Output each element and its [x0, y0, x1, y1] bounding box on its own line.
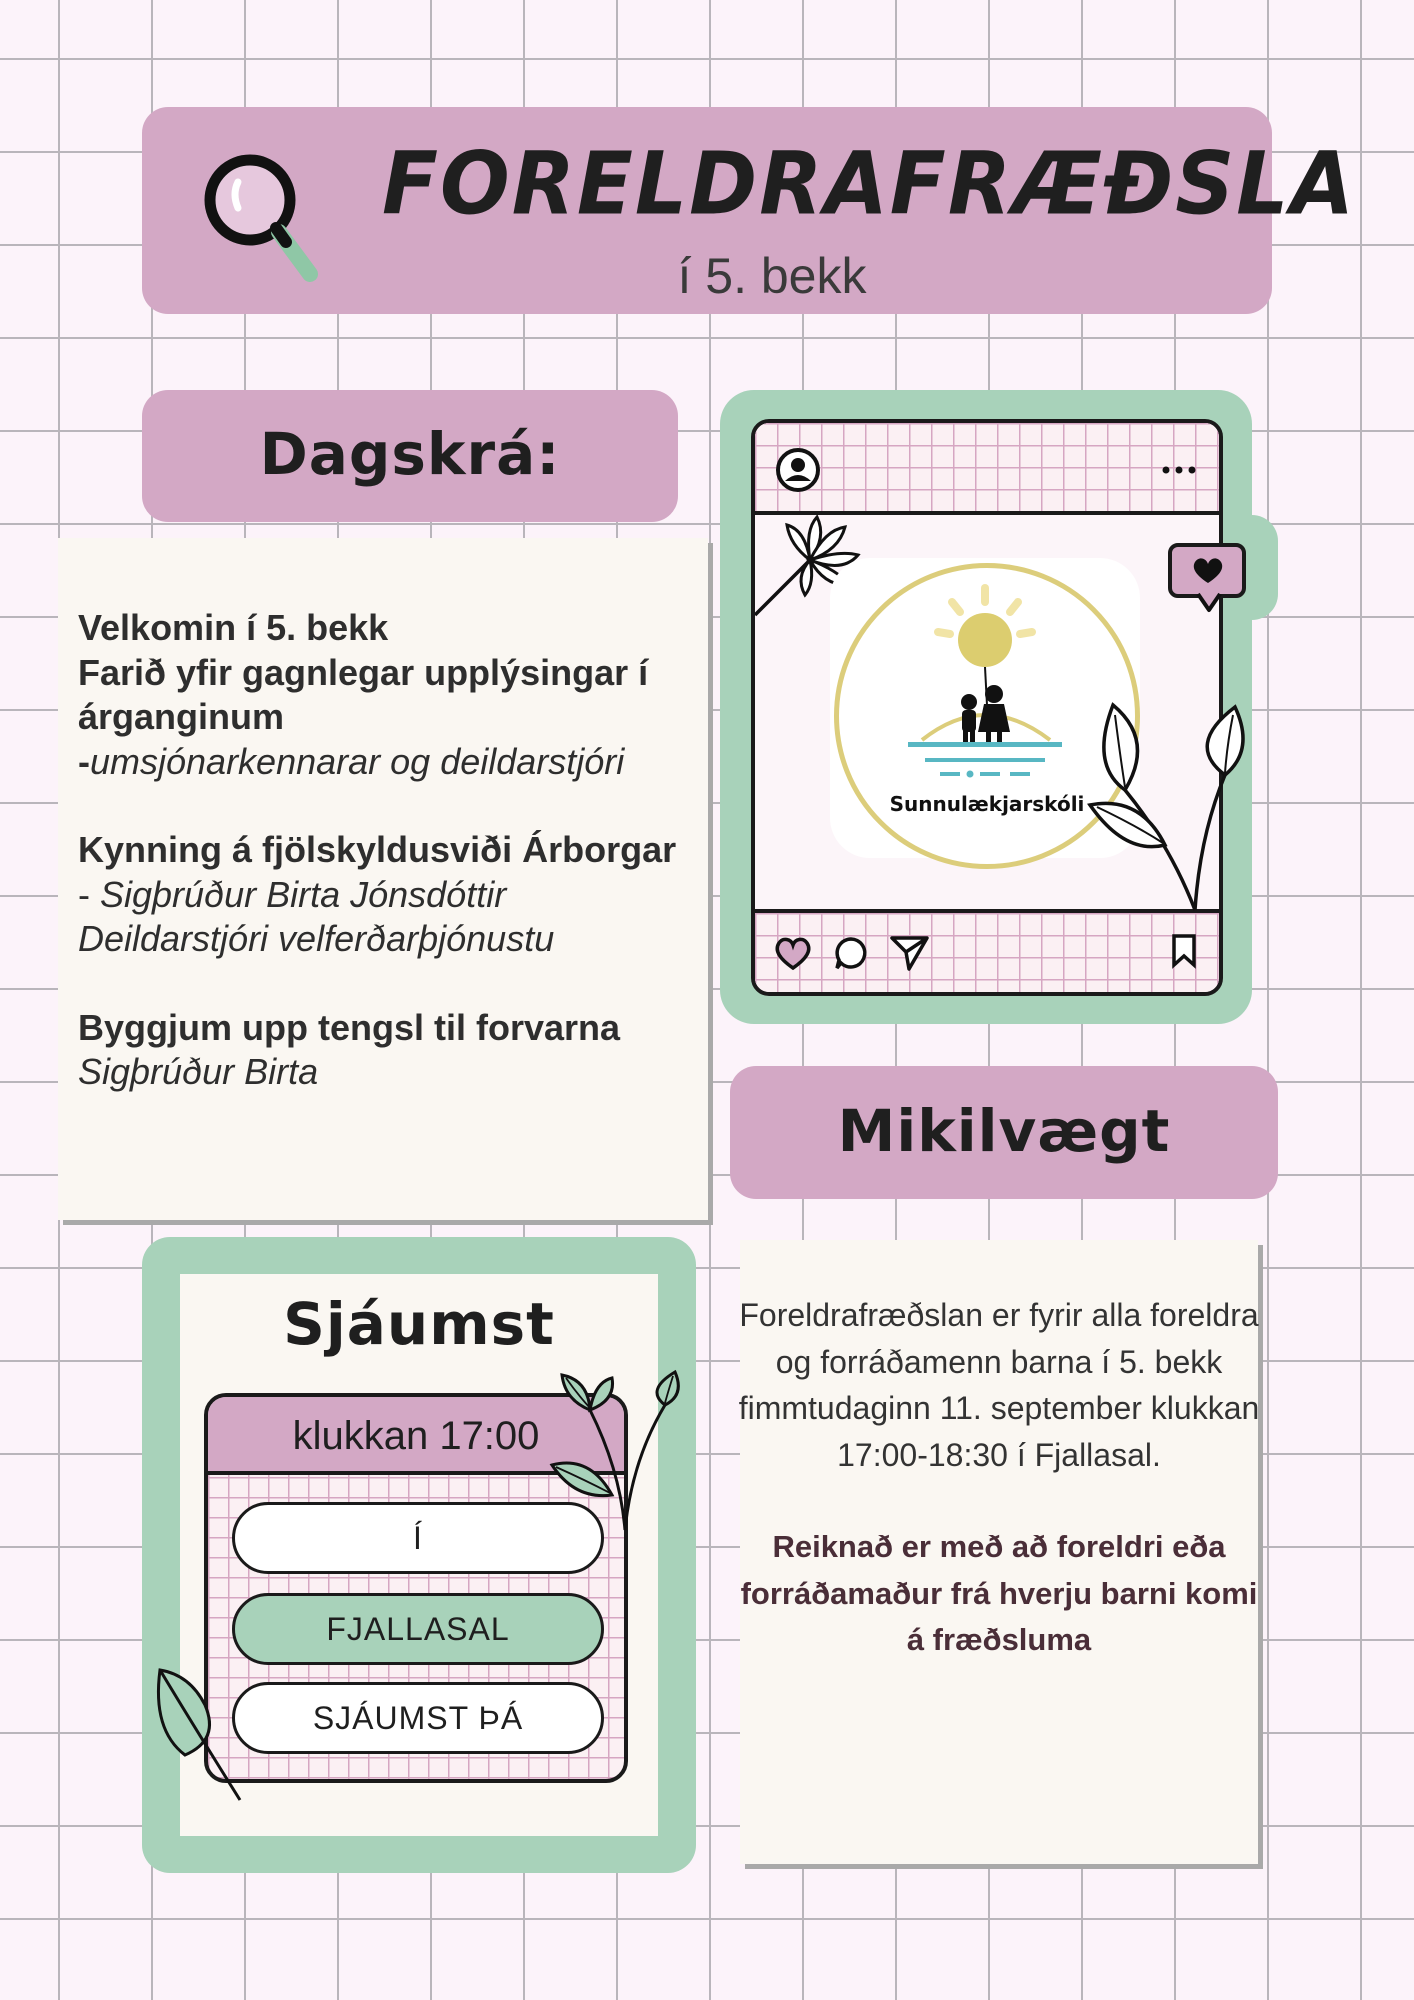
balloon-family-icon [900, 580, 1080, 790]
agenda-item-speaker: Sigþrúður Birta Jónsdóttir [100, 873, 507, 915]
agenda-item-prevention [78, 1006, 688, 1095]
agenda-item-welcome [78, 606, 688, 784]
important-info-bold-text: Reiknað er með að foreldri eða forráðamaður frá hverju barni komi á fræðsluma [740, 1529, 1258, 1657]
leaf-branch-icon [1085, 695, 1245, 925]
agenda-dash: - [78, 740, 90, 782]
agenda-item-title: Farið yfir gagnlegar upplýsingar í árganginum [78, 651, 649, 737]
important-info-text: Foreldrafræðslan er fyrir alla foreldra og forráðamenn barna í 5. bekk fimmtudaginn 11. september klukkan 17:00-18:30 í Fjallasal. [738, 1297, 1260, 1473]
see-you-button[interactable]: SJÁUMST ÞÁ [232, 1682, 604, 1754]
heart-icon[interactable] [773, 935, 813, 971]
agenda-heading: Dagskrá: [259, 420, 561, 488]
agenda-item-detail: umsjónarkennarar og deildarstjóri [90, 740, 625, 782]
agenda-item-title: Kynning á fjölskyldusviði Árborgar [78, 829, 677, 870]
like-notification-bubble [1168, 543, 1246, 598]
agenda-item-title: Byggjum upp tengsl til forvarna [78, 1006, 621, 1048]
green-leaf-branch-icon [540, 1370, 690, 1540]
more-dots-icon[interactable] [1160, 465, 1200, 475]
event-time: klukkan 17:00 [208, 1397, 624, 1475]
send-icon[interactable] [889, 933, 931, 973]
important-info-card [740, 1240, 1258, 1864]
comment-icon[interactable] [833, 935, 869, 971]
page-subtitle: í 5. bekk [677, 248, 867, 304]
location-button[interactable]: FJALLASAL [232, 1593, 604, 1665]
post-top-bar [755, 423, 1219, 515]
agenda-item-role: Deildarstjóri velferðarþjónustu [78, 918, 555, 959]
agenda-item-speaker: Sigþrúður Birta [78, 1051, 319, 1092]
magnifier-icon [202, 152, 322, 292]
header-banner [142, 107, 1357, 314]
important-heading: Mikilvægt [837, 1097, 1171, 1165]
school-name: Sunnulækjarskóli [889, 792, 1085, 816]
profile-icon[interactable] [775, 447, 821, 493]
important-heading-pill [730, 1066, 1278, 1199]
page-title: FORELDRAFRÆÐSLA [382, 134, 1357, 235]
agenda-separator: - [78, 873, 100, 915]
agenda-item-family-services [78, 828, 688, 962]
agenda-item-title: Velkomin í 5. bekk [78, 607, 389, 648]
bubble-tail [1196, 594, 1222, 614]
agenda-heading-pill [142, 390, 678, 522]
heart-icon [1190, 555, 1226, 585]
agenda-card [58, 538, 708, 1220]
location-prefix-button[interactable]: Í [232, 1502, 604, 1574]
green-leaf-icon [150, 1650, 250, 1810]
see-you-heading: Sjáumst [283, 1290, 555, 1358]
bookmark-icon[interactable] [1170, 933, 1198, 969]
